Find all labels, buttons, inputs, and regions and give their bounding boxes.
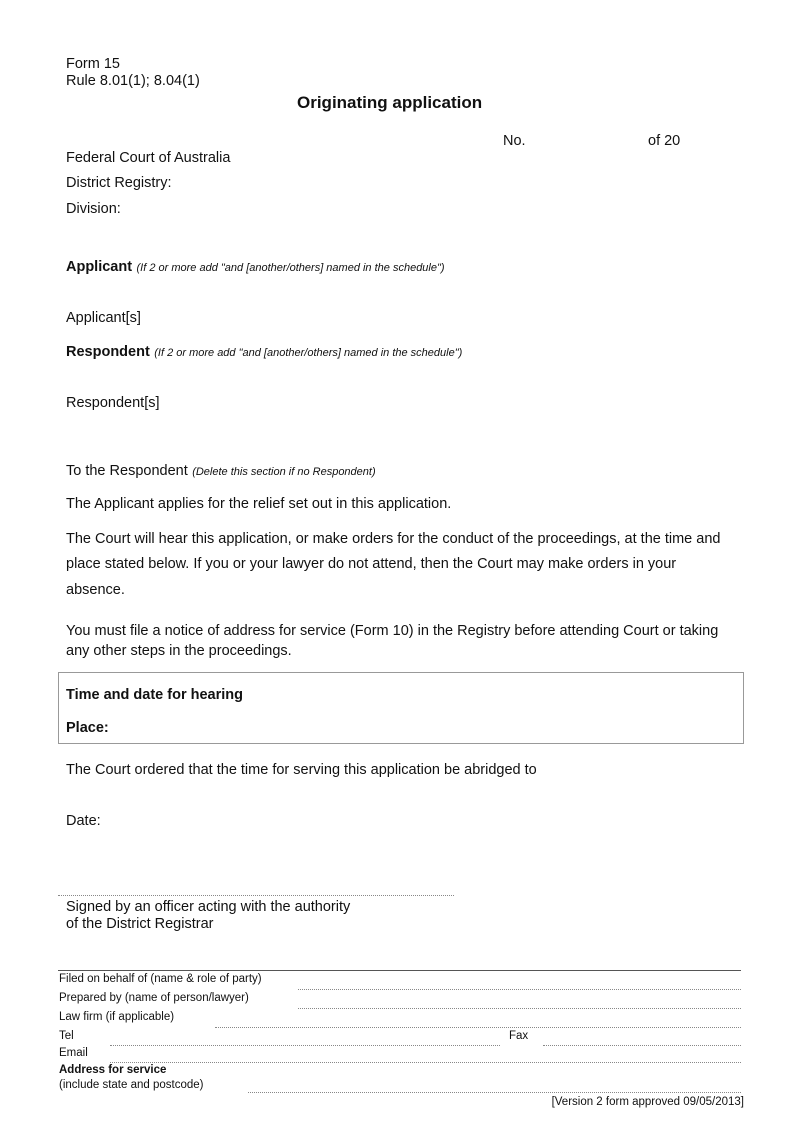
year-label: of 20 — [648, 133, 681, 149]
division-label: Division: — [66, 201, 121, 217]
applicant-heading-row — [66, 258, 445, 276]
prepared-by-label: Prepared by (name of person/lawyer) — [59, 992, 249, 1004]
respondent-heading-row — [66, 343, 462, 361]
signature-caption-line-1: Signed by an officer acting with the authority — [66, 899, 351, 915]
rule-reference: Rule 8.01(1); 8.04(1) — [66, 73, 200, 89]
respondent-heading: Respondent — [66, 344, 150, 360]
to-respondent-row — [66, 462, 376, 480]
email-field[interactable] — [110, 1062, 741, 1063]
hearing-paragraph-line-3: absence. — [66, 582, 125, 598]
page-title: Originating application — [297, 93, 483, 112]
version-note: [Version 2 form approved 09/05/2013] — [551, 1096, 744, 1108]
law-firm-field[interactable] — [215, 1027, 741, 1028]
abridge-statement: The Court ordered that the time for serving this application be abridged to — [66, 762, 537, 778]
hearing-place-label: Place: — [66, 720, 109, 736]
tel-label: Tel — [59, 1030, 74, 1042]
email-label: Email — [59, 1047, 88, 1059]
signature-caption-line-2: of the District Registrar — [66, 916, 214, 932]
hearing-paragraph-line-2: place stated below. If you or your lawyer do not attend, then the Court may make orders in your — [66, 556, 677, 572]
district-registry-label: District Registry: — [66, 175, 172, 191]
filed-on-behalf-field[interactable] — [298, 989, 741, 990]
court-name: Federal Court of Australia — [66, 150, 231, 166]
address-for-service-field[interactable] — [248, 1092, 741, 1093]
to-respondent-note: (Delete this section if no Respondent) — [192, 466, 376, 478]
relief-paragraph: The Applicant applies for the relief set out in this application. — [66, 496, 452, 512]
applicant-label: Applicant[s] — [66, 310, 141, 326]
hearing-details-box — [58, 672, 744, 744]
address-for-service-label: Address for service — [59, 1064, 167, 1076]
hearing-paragraph-line-1: The Court will hear this application, or make orders for the conduct of the proceedings, at the time and — [66, 531, 721, 547]
address-paragraph-line-2: any other steps in the proceedings. — [66, 643, 292, 659]
address-for-service-note: (include state and postcode) — [59, 1079, 204, 1091]
signature-line — [58, 895, 454, 896]
fax-field[interactable] — [543, 1045, 741, 1046]
applicant-heading: Applicant — [66, 259, 133, 275]
filed-on-behalf-label: Filed on behalf of (name & role of party) — [59, 973, 262, 985]
form-number: Form 15 — [66, 56, 120, 72]
hearing-time-date-label: Time and date for hearing — [66, 687, 243, 703]
respondent-note: (If 2 or more add "and [another/others] named in the schedule") — [154, 347, 463, 359]
applicant-note: (If 2 or more add "and [another/others] named in the schedule") — [136, 262, 445, 274]
case-number-label: No. — [503, 133, 526, 149]
to-respondent-heading: To the Respondent — [66, 463, 188, 479]
fax-label: Fax — [509, 1030, 529, 1042]
date-label: Date: — [66, 813, 101, 829]
tel-field[interactable] — [110, 1045, 500, 1046]
prepared-by-field[interactable] — [298, 1008, 741, 1009]
law-firm-label: Law firm (if applicable) — [59, 1011, 175, 1023]
address-paragraph-line-1: You must file a notice of address for service (Form 10) in the Registry before attending Court or taking — [66, 623, 719, 639]
filing-divider — [58, 970, 741, 971]
respondent-label: Respondent[s] — [66, 395, 160, 411]
